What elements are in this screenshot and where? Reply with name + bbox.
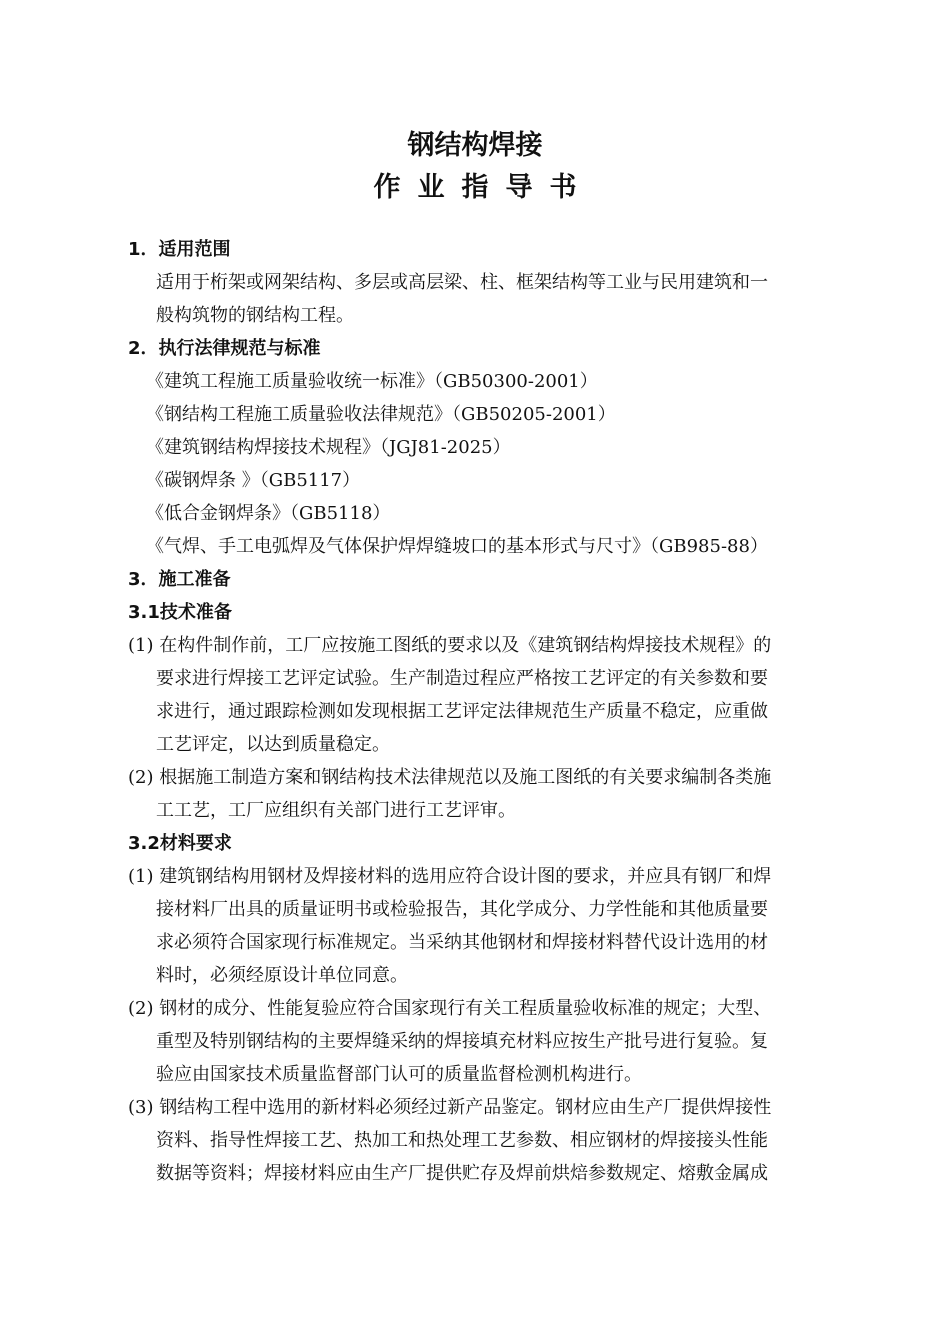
- list-item-line: 重型及特别钢结构的主要焊缝采纳的焊接填充材料应按生产批号进行复验。复: [156, 1031, 768, 1052]
- list-item-line: 求必须符合国家现行标准规定。当采纳其他钢材和焊接材料替代设计选用的材: [156, 932, 768, 953]
- paragraph-line: 适用于桁架或网架结构、多层或高层梁、柱、框架结构等工业与民用建筑和一: [156, 272, 768, 293]
- list-item-line: 料时，必须经原设计单位同意。: [156, 965, 408, 986]
- paragraph-line: 般构筑物的钢结构工程。: [156, 305, 354, 326]
- list-item-line: (2) 钢材的成分、性能复验应符合国家现行有关工程质量验收标准的规定；大型、: [128, 998, 772, 1019]
- list-item-line: (1) 建筑钢结构用钢材及焊接材料的选用应符合设计图的要求，并应具有钢厂和焊: [128, 866, 772, 887]
- standard-item: 《气焊、手工电弧焊及气体保护焊焊缝坡口的基本形式与尺寸》（GB985-88）: [146, 536, 768, 557]
- list-item-line: (1) 在构件制作前，工厂应按施工图纸的要求以及《建筑钢结构焊接技术规程》的: [128, 635, 772, 656]
- subsection-heading-materials: 3.2材料要求: [128, 833, 232, 854]
- list-item-line: 接材料厂出具的质量证明书或检验报告，其化学成分、力学性能和其他质量要: [156, 899, 768, 920]
- list-item-line: 要求进行焊接工艺评定试验。生产制造过程应严格按工艺评定的有关参数和要: [156, 668, 768, 689]
- list-item-line: (2) 根据施工制造方案和钢结构技术法律规范以及施工图纸的有关要求编制各类施: [128, 767, 772, 788]
- standard-item: 《碳钢焊条 》（GB5117）: [146, 470, 361, 491]
- document-subtitle: 作业指导书: [373, 172, 594, 203]
- list-item-line: 工艺评定，以达到质量稳定。: [156, 734, 390, 755]
- list-item-line: 验应由国家技术质量监督部门认可的质量监督检测机构进行。: [156, 1064, 642, 1085]
- list-item-line: (3) 钢结构工程中选用的新材料必须经过新产品鉴定。钢材应由生产厂提供焊接性: [128, 1097, 772, 1118]
- section-heading-preparation: 3．施工准备: [128, 569, 231, 590]
- list-item-line: 数据等资料；焊接材料应由生产厂提供贮存及焊前烘焙参数规定、熔敷金属成: [156, 1163, 768, 1184]
- list-item-line: 求进行，通过跟踪检测如发现根据工艺评定法律规范生产质量不稳定，应重做: [156, 701, 768, 722]
- list-item-line: 资料、指导性焊接工艺、热加工和热处理工艺参数、相应钢材的焊接接头性能: [156, 1130, 768, 1151]
- standard-item: 《钢结构工程施工质量验收法律规范》（GB50205-2001）: [146, 404, 616, 425]
- subsection-heading-technical: 3.1技术准备: [128, 602, 232, 623]
- list-item-line: 工工艺，工厂应组织有关部门进行工艺评审。: [156, 800, 516, 821]
- standard-item: 《低合金钢焊条》（GB5118）: [146, 503, 391, 524]
- standard-item: 《建筑工程施工质量验收统一标准》（GB50300-2001）: [146, 371, 598, 392]
- section-heading-standards: 2．执行法律规范与标准: [128, 338, 321, 359]
- section-heading-scope: 1．适用范围: [128, 239, 231, 260]
- document-title: 钢结构焊接: [407, 130, 543, 161]
- standard-item: 《建筑钢结构焊接技术规程》（JGJ81-2025）: [146, 437, 511, 458]
